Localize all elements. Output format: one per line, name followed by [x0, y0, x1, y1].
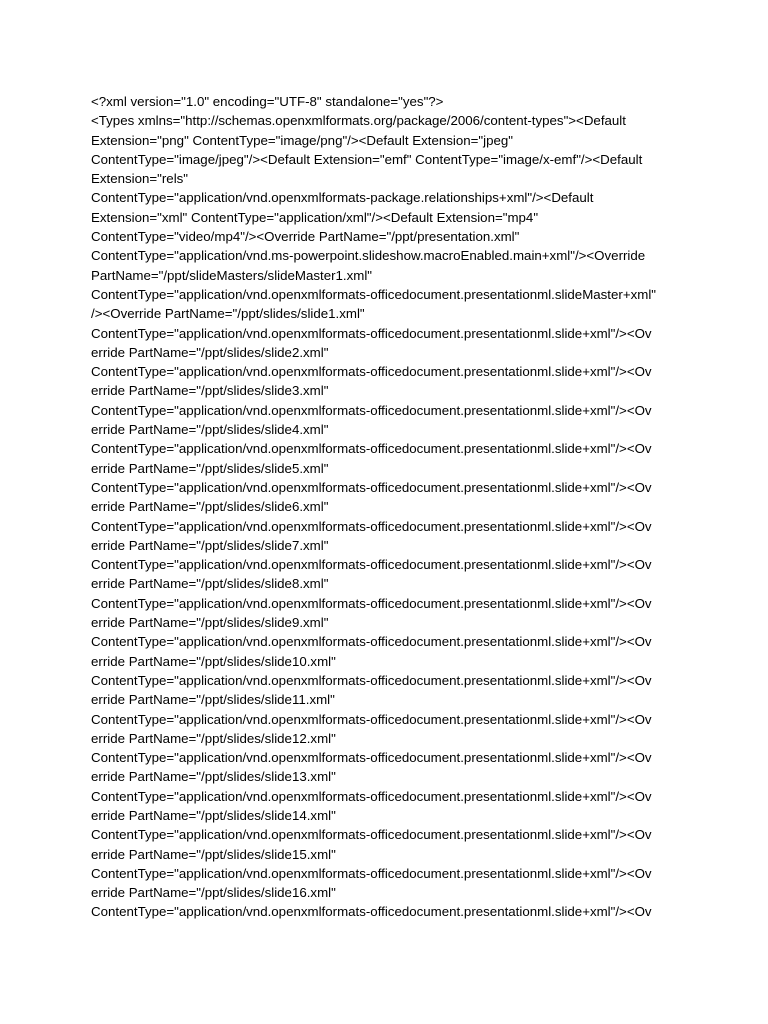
document-line: ContentType="application/vnd.openxmlformats-officedocument.presentationml.slideMaster+xml" — [91, 286, 656, 302]
document-line: erride PartName="/ppt/slides/slide12.xml" — [91, 730, 336, 746]
document-line: ContentType="application/vnd.openxmlformats-officedocument.presentationml.slide+xml"/><Ov — [91, 518, 652, 534]
document-line: erride PartName="/ppt/slides/slide9.xml" — [91, 615, 329, 631]
document-line: <Types xmlns="http://schemas.openxmlformats.org/package/2006/content-types"><Default — [91, 113, 626, 129]
document-line: PartName="/ppt/slideMasters/slideMaster1.xml" — [91, 267, 373, 283]
document-line: erride PartName="/ppt/slides/slide14.xml" — [91, 807, 336, 823]
document-line: Extension="xml" ContentType="application/xml"/><Default Extension="mp4" — [91, 209, 539, 225]
document-line: erride PartName="/ppt/slides/slide16.xml" — [91, 885, 336, 901]
document-line: ContentType="application/vnd.openxmlformats-officedocument.presentationml.slide+xml"/><Ov — [91, 325, 652, 341]
document-line: ContentType="application/vnd.openxmlformats-officedocument.presentationml.slide+xml"/><Ov — [91, 827, 652, 843]
document-line: erride PartName="/ppt/slides/slide11.xml" — [91, 692, 335, 708]
document-line: ContentType="application/vnd.openxmlformats-officedocument.presentationml.slide+xml"/><Ov — [91, 364, 652, 380]
document-line: erride PartName="/ppt/slides/slide8.xml" — [91, 576, 329, 592]
document-line: ContentType="application/vnd.openxmlformats-officedocument.presentationml.slide+xml"/><Ov — [91, 904, 652, 920]
document-line: erride PartName="/ppt/slides/slide15.xml" — [91, 846, 336, 862]
document-line: ContentType="application/vnd.openxmlformats-package.relationships+xml"/><Default — [91, 190, 594, 206]
document-line: ContentType="application/vnd.openxmlformats-officedocument.presentationml.slide+xml"/><Ov — [91, 402, 652, 418]
document-line: erride PartName="/ppt/slides/slide5.xml" — [91, 460, 329, 476]
document-line: ContentType="application/vnd.openxmlformats-officedocument.presentationml.slide+xml"/><Ov — [91, 441, 652, 457]
document-line: Extension="rels" — [91, 171, 189, 187]
document-line: ContentType="application/vnd.openxmlformats-officedocument.presentationml.slide+xml"/><Ov — [91, 634, 652, 650]
document-line: Extension="png" ContentType="image/png"/><Default Extension="jpeg" — [91, 132, 513, 148]
document-line: ContentType="application/vnd.openxmlformats-officedocument.presentationml.slide+xml"/><Ov — [91, 672, 652, 688]
document-line: ContentType="application/vnd.openxmlformats-officedocument.presentationml.slide+xml"/><Ov — [91, 595, 652, 611]
document-line: erride PartName="/ppt/slides/slide7.xml" — [91, 537, 329, 553]
document-line: ContentType="application/vnd.openxmlformats-officedocument.presentationml.slide+xml"/><Ov — [91, 711, 652, 727]
document-line: ContentType="application/vnd.openxmlformats-officedocument.presentationml.slide+xml"/><Ov — [91, 557, 652, 573]
document-line: ContentType="video/mp4"/><Override PartName="/ppt/presentation.xml" — [91, 229, 520, 245]
document-line: erride PartName="/ppt/slides/slide3.xml" — [91, 383, 329, 399]
document-line: ContentType="application/vnd.openxmlformats-officedocument.presentationml.slide+xml"/><Ov — [91, 479, 652, 495]
document-line: erride PartName="/ppt/slides/slide4.xml" — [91, 422, 329, 438]
document-line: ContentType="application/vnd.openxmlformats-officedocument.presentationml.slide+xml"/><Ov — [91, 788, 652, 804]
document-body — [91, 92, 768, 922]
document-line: erride PartName="/ppt/slides/slide6.xml" — [91, 499, 329, 515]
document-line: ContentType="application/vnd.openxmlformats-officedocument.presentationml.slide+xml"/><Ov — [91, 750, 652, 766]
document-line: /><Override PartName="/ppt/slides/slide1.xml" — [91, 306, 365, 322]
document-line: erride PartName="/ppt/slides/slide10.xml" — [91, 653, 336, 669]
document-line: ContentType="application/vnd.openxmlformats-officedocument.presentationml.slide+xml"/><Ov — [91, 865, 652, 881]
document-line: <?xml version="1.0" encoding="UTF-8" standalone="yes"?> — [91, 94, 444, 109]
document-line: ContentType="image/jpeg"/><Default Extension="emf" ContentType="image/x-emf"/><Default — [91, 151, 643, 167]
document-line: erride PartName="/ppt/slides/slide2.xml" — [91, 344, 329, 360]
document-line: ContentType="application/vnd.ms-powerpoint.slideshow.macroEnabled.main+xml"/><Override — [91, 248, 646, 264]
document-line: erride PartName="/ppt/slides/slide13.xml" — [91, 769, 336, 785]
